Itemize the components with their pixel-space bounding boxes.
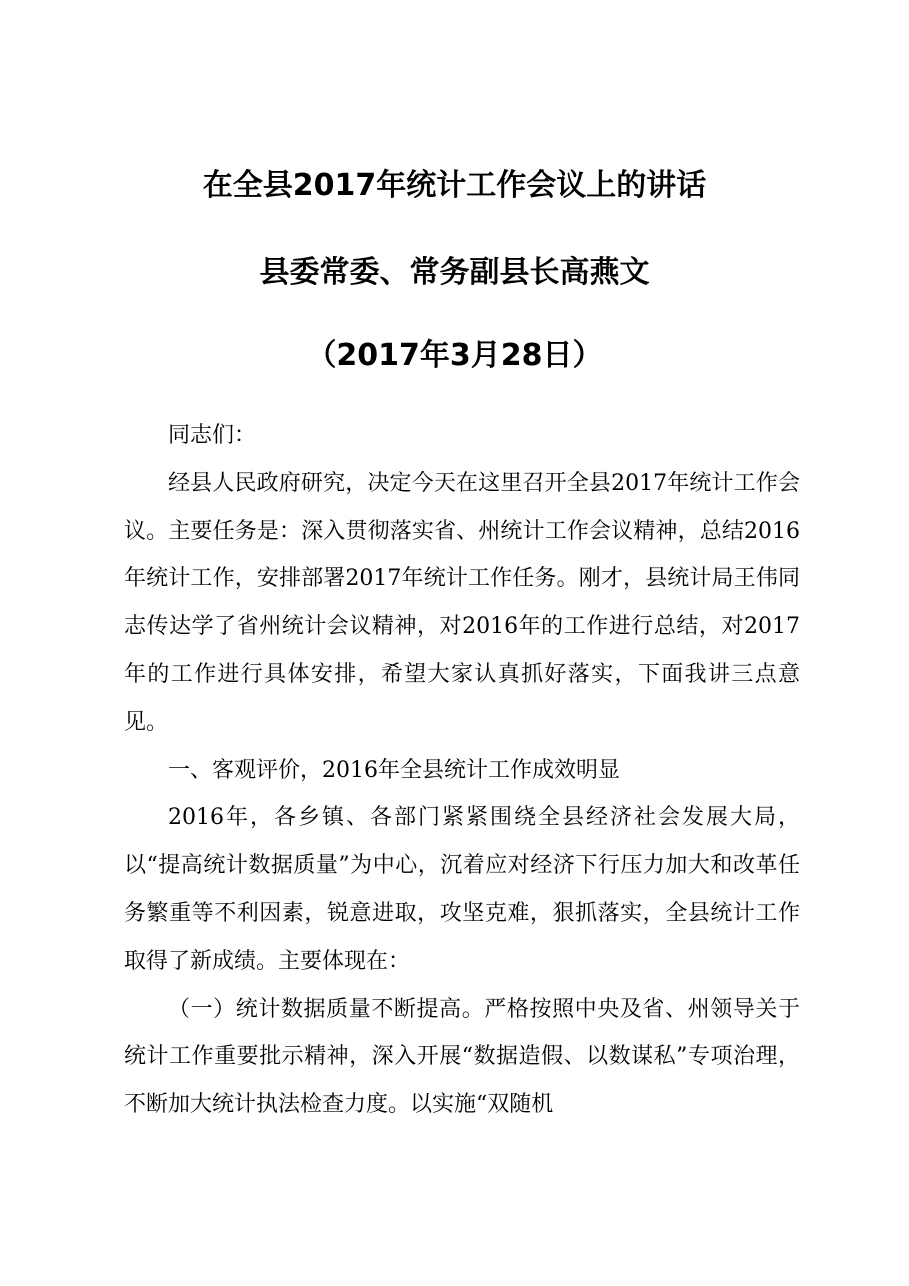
paragraph-2016-summary: 2016年，各乡镇、各部门紧紧围绕全县经济社会发展大局，以“提高统计数据质量”为中心，沉着应对经济下行压力加大和改革任务繁重等不利因素，锐意进取，攻坚克难，狠抓落实，全县统计工作取得了新成绩。主要体现在：: [124, 805, 800, 974]
speaker-line: 县委常委、常务副县长高燕文: [259, 255, 650, 290]
document-title: 在全县2017年统计工作会议上的讲话: [202, 168, 707, 203]
paragraph-intro: 经县人民政府研究，决定今天在这里召开全县2017年统计工作会议。主要任务是：深入贯彻落实省、州统计工作会议精神，总结2016年统计工作，安排部署2017年统计工作任务。刚才，县统计局王伟同志传达学了省州统计会议精神，对2016年的工作进行总结，对2017年的工作进行具体安排，希望大家认真抓好落实，下面我讲三点意见。: [124, 470, 800, 735]
salutation: 同志们：: [168, 423, 257, 448]
paragraph-data-quality: （一）统计数据质量不断提高。严格按照中央及省、州领导关于统计工作重要批示精神，深入开展“数据造假、以数谋私”专项治理，不断加大统计执法检查力度。以实施“双随机: [124, 996, 800, 1118]
date-line: （2017年3月28日）: [306, 338, 603, 373]
section-heading-1: 一、客观评价，2016年全县统计工作成效明显: [168, 757, 620, 783]
speech-body: [124, 412, 800, 1129]
